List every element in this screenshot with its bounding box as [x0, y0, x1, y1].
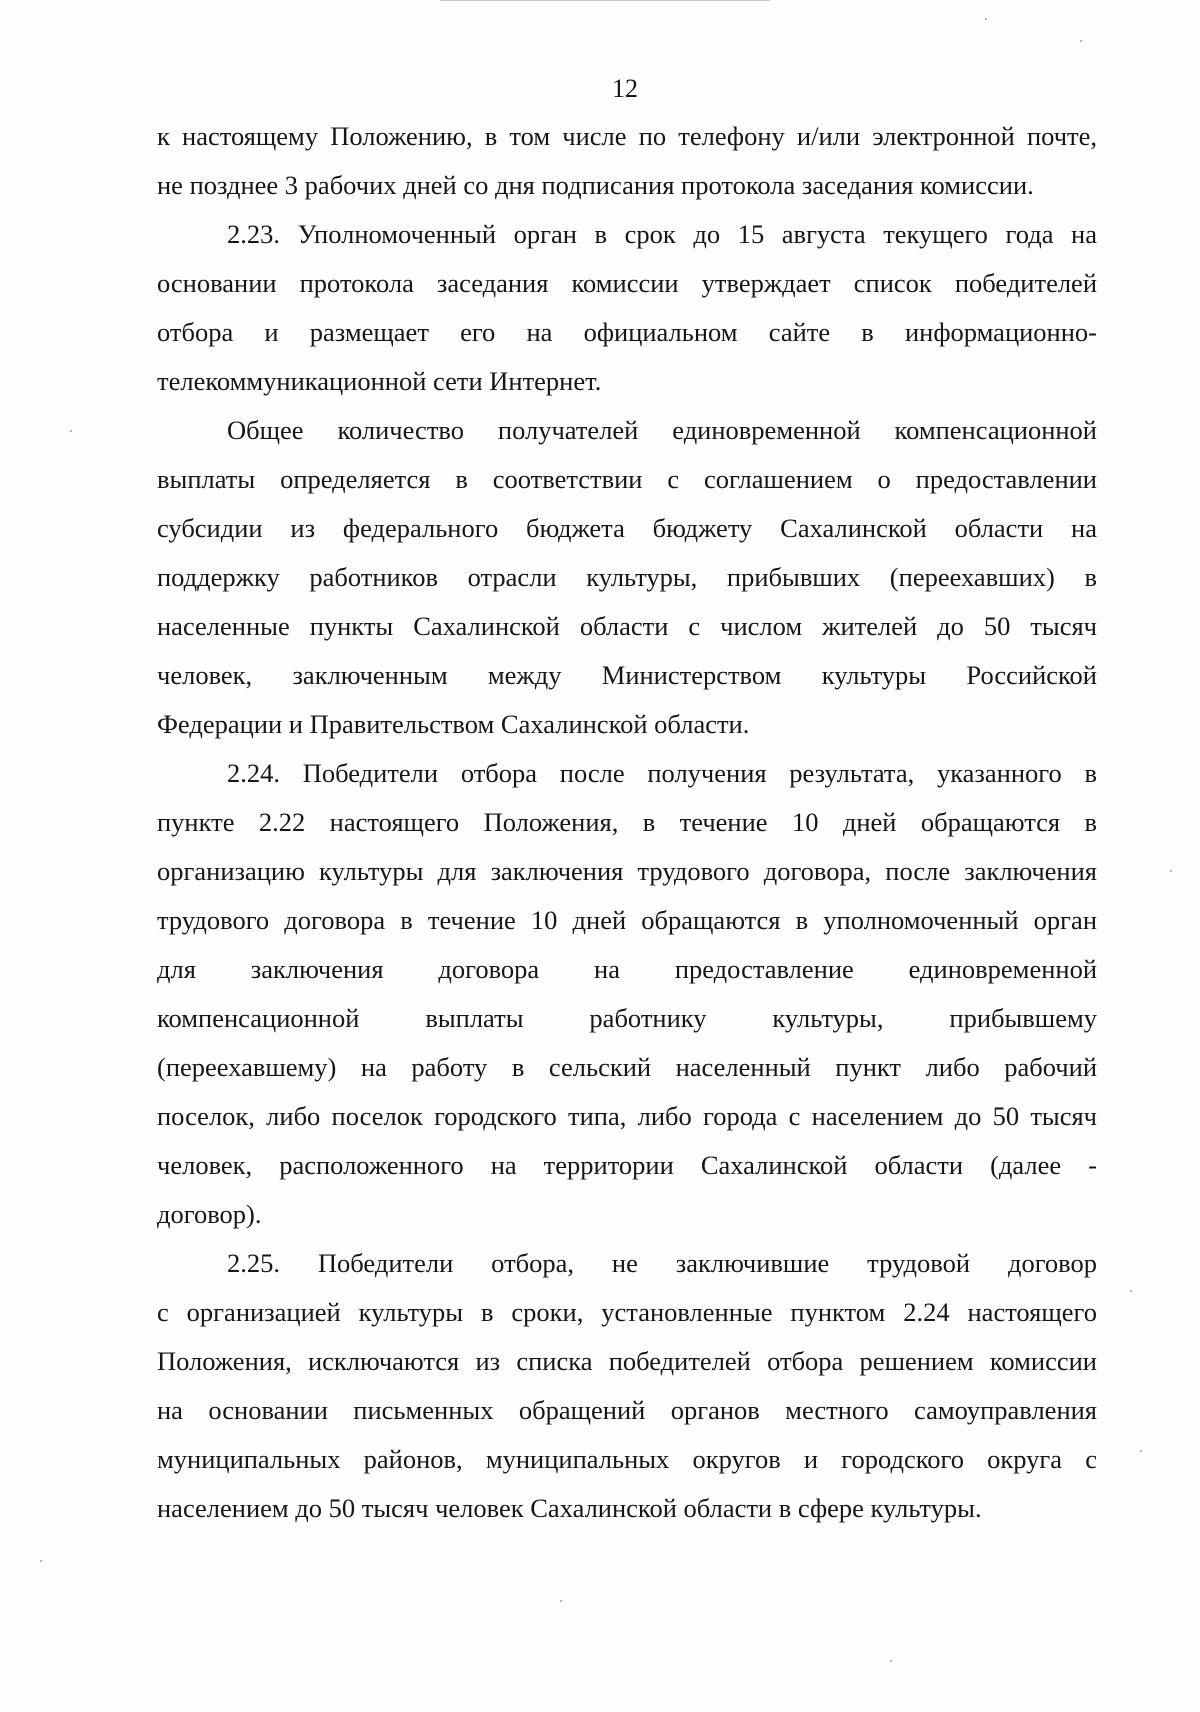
text-line: не позднее 3 рабочих дней со дня подписания протокола заседания комиссии. [157, 170, 1034, 200]
text-line: трудового договора в течение 10 дней обращаются в уполномоченный орган [157, 905, 1097, 935]
text-line: Общее количество получателей единовременной компенсационной [227, 415, 1097, 445]
document-body [157, 112, 1097, 1533]
scan-speck [1170, 870, 1172, 872]
text-line: пункте 2.22 настоящего Положения, в течение 10 дней обращаются в [157, 807, 1097, 837]
text-line: с организацией культуры в сроки, установленные пунктом 2.24 настоящего [157, 1297, 1097, 1327]
scan-speck [985, 18, 987, 20]
page-number: 12 [612, 74, 638, 103]
text-line: муниципальных районов, муниципальных округов и городского округа с [157, 1444, 1097, 1474]
scan-speck [70, 430, 72, 432]
text-line: телекоммуникационной сети Интернет. [157, 366, 602, 396]
text-line: поддержку работников отрасли культуры, прибывших (переехавших) в [157, 562, 1097, 592]
text-line: выплаты определяется в соответствии с соглашением о предоставлении [157, 464, 1097, 494]
text-line: человек, заключенным между Министерством культуры Российской [157, 660, 1097, 690]
text-line: населенные пункты Сахалинской области с числом жителей до 50 тысяч [157, 611, 1097, 641]
scan-speck [1080, 40, 1082, 42]
scan-speck [1130, 1290, 1132, 1292]
text-line: 2.25. Победители отбора, не заключившие трудовой договор [227, 1248, 1097, 1278]
text-line: на основании письменных обращений органов местного самоуправления [157, 1395, 1097, 1425]
text-line: компенсационной выплаты работнику культуры, прибывшему [157, 1003, 1097, 1033]
text-line: Положения, исключаются из списка победителей отбора решением комиссии [157, 1346, 1097, 1376]
scan-speck [40, 1560, 42, 1562]
scan-edge-line [440, 0, 770, 1]
text-line: организацию культуры для заключения трудового договора, после заключения [157, 856, 1097, 886]
text-line: договор). [157, 1199, 262, 1229]
text-line: 2.24. Победители отбора после получения результата, указанного в [227, 758, 1097, 788]
text-line: субсидии из федерального бюджета бюджету Сахалинской области на [157, 513, 1097, 543]
text-line: (переехавшему) на работу в сельский населенный пункт либо рабочий [157, 1052, 1097, 1082]
text-line: для заключения договора на предоставление единовременной [157, 954, 1097, 984]
text-line: населением до 50 тысяч человек Сахалинской области в сфере культуры. [157, 1493, 982, 1523]
text-line: отбора и размещает его на официальном сайте в информационно- [157, 317, 1097, 347]
scan-speck [560, 1600, 562, 1602]
text-line: основании протокола заседания комиссии утверждает список победителей [157, 268, 1097, 298]
text-line: 2.23. Уполномоченный орган в срок до 15 августа текущего года на [227, 219, 1097, 249]
text-line: человек, расположенного на территории Сахалинской области (далее - [157, 1150, 1097, 1180]
scan-speck [890, 1660, 892, 1662]
text-line: к настоящему Положению, в том числе по телефону и/или электронной почте, [157, 121, 1097, 151]
text-line: Федерации и Правительством Сахалинской области. [157, 709, 750, 739]
text-line: поселок, либо поселок городского типа, либо города с населением до 50 тысяч [157, 1101, 1097, 1131]
scan-speck [1140, 1450, 1142, 1452]
